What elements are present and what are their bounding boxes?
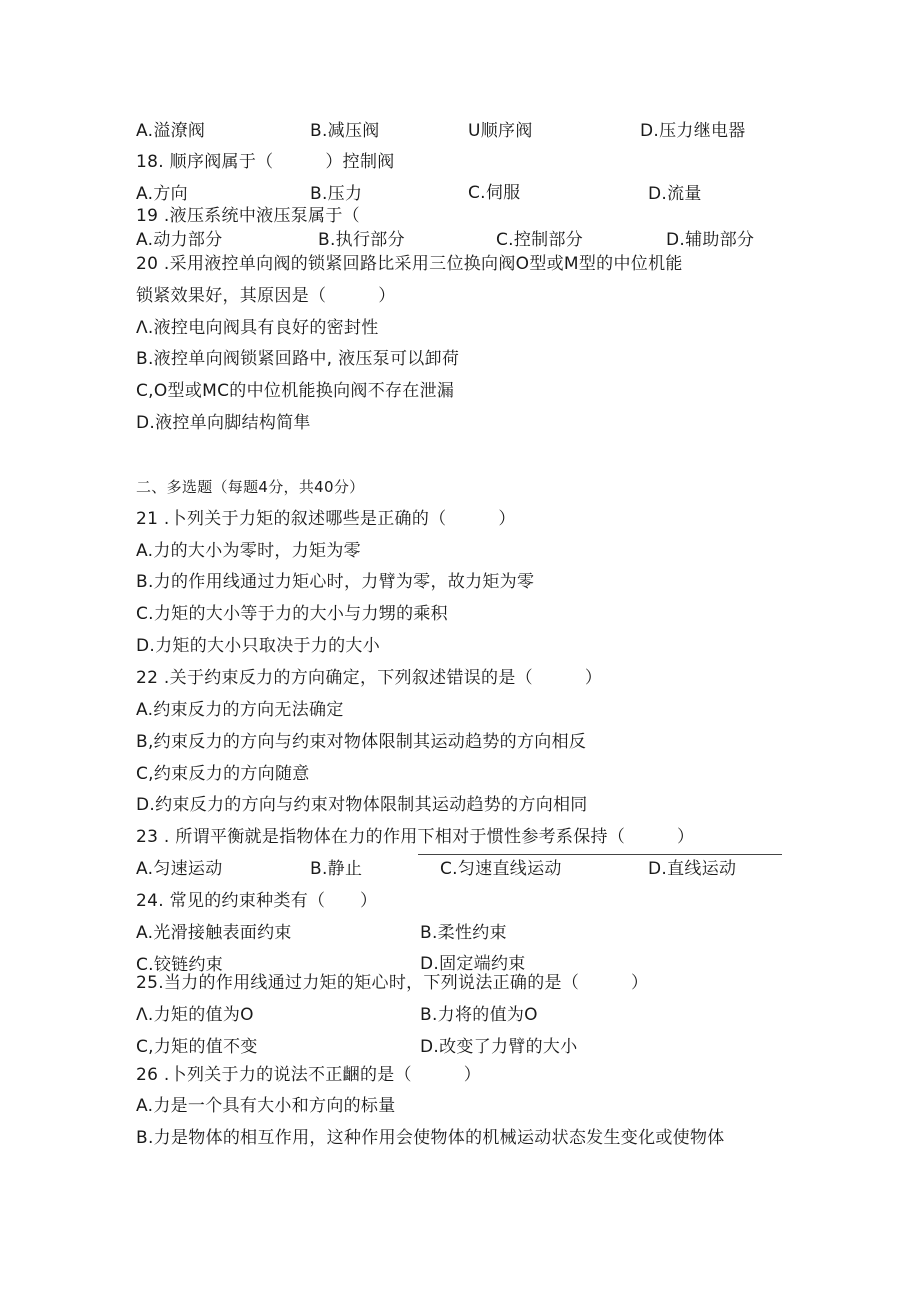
q17-option-a: A.溢潦阀 <box>136 121 206 141</box>
q20-stem-line1: 20 .采用液控单向阀的锁紧回路比采用三位换向阀O型或M型的中位机能 <box>136 254 683 274</box>
q18-option-d: D.流量 <box>648 184 702 204</box>
q21-option-d: D.力矩的大小只取决于力的大小 <box>136 636 380 656</box>
q21-option-b: B.力的作用线通过力矩心时，力臂为零，故力矩为零 <box>136 572 535 592</box>
q26-option-b: B.力是物体的相互作用，这种作用会使物体的机械运动状态发生变化或使物体 <box>136 1128 725 1148</box>
divider-line <box>418 854 782 855</box>
q24-option-c: C.铰链约束 <box>136 955 224 975</box>
q22-option-b: B,约束反力的方向与约束对物体限制其运动趋势的方向相反 <box>136 732 587 752</box>
q21-stem: 21 .卜列关于力矩的叙述哪些是正确的（ ） <box>136 509 516 529</box>
q19-option-a: A.动力部分 <box>136 230 223 250</box>
q19-option-b: B.执行部分 <box>318 230 405 250</box>
q22-stem: 22 .关于约束反力的方向确定，下列叙述错误的是（ ） <box>136 668 603 688</box>
q24-option-d: D.固定端约束 <box>420 954 526 974</box>
q18-option-a: A.方向 <box>136 184 188 204</box>
q19-option-d: D.辅助部分 <box>666 230 755 250</box>
q17-option-d: D.压力继电器 <box>640 121 746 141</box>
q25-option-c: C,力矩的值不变 <box>136 1037 258 1057</box>
q20-option-b: B.液控单向阀锁紧回路中, 液压泵可以卸荷 <box>136 349 460 369</box>
q26-option-a: A.力是一个具有大小和方向的标量 <box>136 1096 396 1116</box>
q25-option-d: D.改变了力臂的大小 <box>420 1037 578 1057</box>
q25-option-a: Λ.力矩的值为O <box>136 1005 254 1025</box>
q20-option-d: D.液控单向脚结构简隼 <box>136 413 311 433</box>
q20-option-c: C,O型或MC的中位机能换向阀不存在泄漏 <box>136 381 455 401</box>
q23-option-b: B.静止 <box>310 859 363 879</box>
q23-stem: 23 . 所谓平衡就是指物体在力的作用下相对于惯性参考系保持（ ） <box>136 827 695 847</box>
q25-option-b: B.力将的值为O <box>420 1005 538 1025</box>
q23-option-d: D.直线运动 <box>648 859 737 879</box>
q22-option-c: C,约束反力的方向随意 <box>136 764 310 784</box>
q18-option-c: C.伺服 <box>468 183 521 203</box>
q24-option-a: A.光滑接触表面约束 <box>136 923 292 943</box>
q17-option-b: B.减压阀 <box>310 121 380 141</box>
q19-option-c: C.控制部分 <box>496 230 584 250</box>
q24-stem: 24. 常见的约束种类有（ ） <box>136 891 378 911</box>
q17-option-c: U顺序阀 <box>468 121 533 141</box>
section-title: 二、多选题（每题4分，共40分） <box>136 478 365 496</box>
q23-option-a: A.匀速运动 <box>136 859 223 879</box>
q26-stem: 26 .卜列关于力的说法不正齫的是（ ） <box>136 1065 482 1085</box>
q25-stem: 25.当力的作用线通过力矩的矩心时，下列说法正确的是（ ） <box>136 973 649 993</box>
q20-option-a: Λ.液控电向阀具有良好的密封性 <box>136 318 379 338</box>
q20-stem-line2: 锁紧效果好，其原因是（ ） <box>136 286 396 306</box>
q19-stem: 19 .液压系统中液压泵属于（ <box>136 206 360 226</box>
q22-option-a: A.约束反力的方向无法确定 <box>136 700 344 720</box>
q21-option-a: A.力的大小为零时，力矩为零 <box>136 541 361 561</box>
q21-option-c: C.力矩的大小等于力的大小与力甥的乘积 <box>136 604 448 624</box>
q23-option-c: C.匀速直线运动 <box>440 859 562 879</box>
q22-option-d: D.约束反力的方向与约束对物体限制其运动趋势的方向相同 <box>136 795 588 815</box>
q24-option-b: B.柔性约束 <box>420 923 507 943</box>
q18-option-b: B.压力 <box>310 184 363 204</box>
q18-stem: 18. 顺序阀属于（ ）控制阀 <box>136 152 395 172</box>
